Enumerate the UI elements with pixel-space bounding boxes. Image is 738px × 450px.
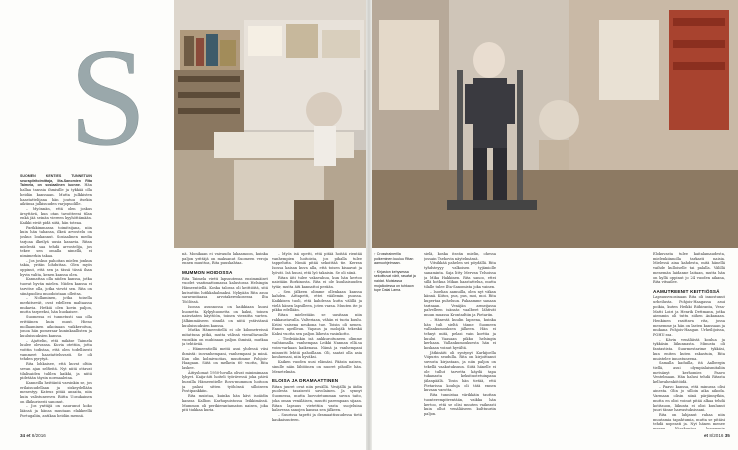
paragraph: Lapsuusvuosinaan Rita oli innostunut urheilusta. Pohjois-Haagassa asui poikia, kuten Heikki Riihiranta, Vesa-Matti Loiri ja Henrik Dettmann, jotka aiemmin oli tuttu siihen Aukanaan. Henkinen rasittava rita, jossa menemme ja hän on lasten kanssaan ja mukana Pohjois-Haagan Urheilijoissa, POHU:ssa. (653, 295, 725, 338)
paragraph: Isonsa asunnossa on kaikkiaan kuusi huonetta. Kylpyhuonetta on kaksi, toinen naisväaten käyttöön, toinen vieraitta varten. Jälkimmäiseen sinnilä on niitä ystäviänsä kuuluisuuksien kanssa. (182, 304, 268, 328)
right-column-2 (499, 252, 571, 429)
paragraph: Vitsikkää pahelen sei pöydällä. Rita tyhdsteyyy valkoisen tyjämiolle sanaminta. Saja litty Mervan Telsoissa ja Mika Hakkinen. Rita sanoo, ettei sillä hotkua Mikan haastattelua, mutta tilalle tulee Ilta-Sanomista joka vainen. (424, 261, 496, 289)
section-heading-mummon-hoidossa: MUMMON HOIDOSSA (182, 270, 233, 276)
page-number: 35 (724, 433, 730, 438)
page-gutter (366, 0, 372, 450)
paragraph: Parikkimmassa toimitsijana, niin kuin hän tahansa, ilkeä arvostelu on joskus loukannut. Sosiaalinen media tarjoaa ilkeilyä uusia kanavia. Ritan mielestä saa tehdä arvostelija, jos tekee sen omalla nimellä, ei nimimerkin takaa. (20, 225, 92, 258)
paragraph: Ritan äiti tulee vakavahuu, kun hän kertoo naistään Borkinosta. Rita ei ole kuuliaisuuden tytär, mutta äiti kannattoi perään. (272, 275, 362, 289)
paragraph: Rita lohkaisee, että kuvat oltiin sevan ajan selfieitä. Nyt niitä ottavat tilalisaiden tulilen kaikki, ja niitä pidetään täysin normaaleina. (20, 362, 92, 381)
paragraph: Rita Taimela vietti lapsuutensa ensimmäiset vuodet vaatimattomassa kalustossa Helsingin Hämeentiellä. Koska talossa oli keittiöitä, sitä kutsuttiin lutikkahalmaksi. Nykyään Rita asuu saravuntiaasa arvotakerrokosessa Ilta Töölössä. (182, 276, 268, 305)
left-column-1 (20, 174, 92, 429)
caption-1: ↑ Crosstrainerilla polkeminen kuuluu Ritan aamuohjelmaan. (374, 252, 414, 266)
paragraph: sielä, koska itseän mielin, ohessa jossain Tsehovin näytelmässä. (424, 252, 496, 261)
page-number: 34 (20, 433, 26, 438)
crosstrainer-photo-illustration (369, 0, 738, 248)
issue-number: 8/2016 (31, 433, 46, 438)
paragraph: – Sen jälkeen olimme ollenkaan kanssa kahden. Aittapetti, ettei väälemin puussa. Kaikkisen tuoli, että kahdessa kutta välillä ja vielä hänen lapsilleen, joten varaa. Muuten ite jo pikku edellään. (272, 289, 362, 313)
left-column-3 (272, 252, 362, 429)
left-folio (20, 433, 46, 438)
paragraph: – Isoelian aamuilla, olen nyt väkan kännä. Kiitos, pus, pus, moi, moi. Rita kupertaa puheluun. Pakaamme sanaan tarinaan. Venäjän armeijassa palvelleen isänsäs vaalbeet lähtivät muun muassa Krontadtiin ja Pietariin. (424, 289, 496, 318)
paragraph: – Myönnän, että olen joskus ärsyttävä, kun otan tavoitteeni tilan enkä jää seinän viereen kyyhöttämään. Kaikki eivät pidä siitä, hän toteaa. (20, 206, 92, 226)
photo-crosstrainer (369, 0, 738, 248)
paragraph: Samalla kaduilla, itä Aalbergin tiellä, asui olympialaismitaliin metsänyt kerhomies Paavo Ventelmaan. Hän halusi tehdä Ritasta kelluvahenkötöidä. (653, 361, 725, 385)
paragraph: Kanneilla heittäntä varsinkin se, jos erilaisuudellaan ja siskeydellään menestyy. Kateus pitää ansaita, niin kuin valistuneesvu Riitta Uosukainen on ilkikurisesti sanonut. (20, 380, 92, 404)
paragraph: – Hänestä kuulin lapsena, kuinka hän tuli sieltä tänne Suomeen vallankumouksen jälkeen. Hän ei tehnyt mitä, pelasi vain korttia ja kuului Vaasaan pikku helsingin kerhaan. Vallankumouksesta hän ei koskaan voinut hyvältä. (424, 317, 496, 351)
svg-text:S: S (69, 40, 147, 158)
paragraph: Rita muistaa, kuinka hän kävi isoäidin kanssa Kallion Karhupuistossa leikkimässä. Mummon oli perikierantamaton naisen, joka piti tiukkaa kuria. (182, 394, 268, 413)
right-page (369, 0, 738, 450)
paragraph: – Myös isä opetti, että pitää hoitää rientää vanhempien hoitoista, jos pihalla tulee tappelutta. Nimiä pitää sekoittää tie. Kerran Isossa kaisan kuva alla, että toisen kisaavat ja lyövät. Isä huusi, että lyö takaisin. Se oli siinä. (272, 252, 362, 275)
section-heading-eloisa: ELOISA JA DRAMAATTINEN (272, 378, 339, 384)
paragraph: – Tiedeäänkin isä ankkuroituneen olimme vaihtamalla. vanhempaa Leikki Nannan ellä.sa voim-varkaan kaikenasa. Nämä ja vanhempani minuutti lehtiä pahoillaan. Oli, saatat olla asia kouluenasi, niin hyväksi. (272, 336, 362, 360)
paragraph: – Ajattelin, että mikäse Taimela luulee olevansa. Kuvia otettiin, jotta voittin todistaa, että olen todellisesti vammeet haastatteluvasti. Se oli tehden pyrytyä. (20, 338, 92, 362)
paragraph: – Kävin venäläistä koulua ja tykkäsin liikunnasta. Minusta oli fantastista. Suurmestarime tykkäsi, kun eniten kuten rakastuin, Rita muistelee innostuneena. (653, 337, 725, 361)
lead-text: SUOMEN KENTIES TUNNETUIN seurapiiritoimittaja, Ilta-Sanomien Rita Taimela, on sosiaalinen luonne. (20, 174, 92, 188)
right-column-1 (424, 252, 496, 429)
arrow-up-icon: ↑ (374, 252, 376, 256)
paragraph: nä. Monikaan ei vaivaudu lakaamoon, kuinka paljon yrittäjä on maksanut Suomeen veroja ennen muuttoa, Rita puuskahtaa. (182, 252, 268, 266)
photo-kitchen-bookshelf (174, 0, 366, 248)
left-column-2-upper (94, 58, 166, 429)
kitchen-photo-illustration (174, 0, 366, 248)
magazine-name: et (26, 433, 31, 438)
paragraph: Suomessa ei tunnetusti saa olla erittäinen kuin muut. Hieno mollaaminen aikoinaan vaikkeroitua, jonoa hän pomeraar kuninkaallisten ja kuuluisuuksien kanssa. (20, 315, 92, 338)
paragraph: – Paavo kanssa, että minussa olisi ainesta. Olin jo silloin aika aikoda. Varmaan olisin siinä pärjännytkin, mutta en olisi voinut pitää alkaa tehdä kotitauon, liikunta ei olisi kuulunut juuri tänne harrastuksissani. (653, 384, 725, 413)
paragraph: Mutka Hämeentiellä ei ole kilometreissä mitattuna pitkä, mutta välissä vierailtavanlle vuosikin on muhinaan paljon ihmisiä, mutkaa ja tehtävää. (182, 328, 268, 347)
section-heading-aamutreenit: AAMUTREENIT KEITTIÖSSÄ (653, 288, 720, 294)
paragraph: – Jos joskus pahoitan mielen jonkun takia, yritän lohduttaa. Olen myös oppinut, että sen ja tässä tässä ihan hyvin valita, kenen kanssa olen. (20, 258, 92, 277)
paragraph: Ritan mielestään se uusitaan niin rakkaustavalla. Valteriaan, vähän ei tuota kuulu. Kriisi vaisena neukona tue. Toisin oli nenen. Ennen aprilleun. Vapaus ja molojäk tekeskä Kaksi vuotta sen paljon lähesta vasinkotto. (272, 313, 362, 336)
right-column-4 (653, 252, 725, 429)
paragraph: Äitiyslomat 1950-luvulla olivat minimimaan lyhyet. Kaija-äiti hoiteli työrävessä joka päivä bussilla Hämeentielle Rova-mummon hoitoon ja palasi sitten työhönsä silloiseen Postipankkiin. (182, 370, 268, 394)
paragraph: Rita tunnistaa värikkäin tauttan tuonterempitrentään, vaikka hän kertoo, että se olisi muuten vaikeasti kuin ollut venäläiseen kulttuuriin paljon. (424, 393, 496, 416)
issue-number: 8/2016 (709, 433, 724, 438)
paragraph: – Hämeentiellä meitä asui yhdessä viisi ihmistä: isovanhempani, vanhempani ja minä. Kun olin kolmivuotias, muutimme Pohjois-Haagaan. Siitä on melkein 60 vuotta, Rita laskee. (182, 347, 268, 370)
right-folio (704, 433, 730, 438)
paragraph: Jätkinäiti oli syntynyt Karkijoella Viipurin seudulla. Rita on kirjoittanut suvusta kirjastaan, ja niin paljon on tekellä vaakutuksuun. Siitä hänelle ei ole tullut tarvetta käydä tapa tukanasta keksituotetuinpana jälanpäälä. Tosin hän tietää, että Pietarissa kouluja oli tätä ennen kuvaan varotta. (424, 350, 496, 393)
paragraph: – Suurissa tapetti ja dramaattisuudessa tietä kaukaisuuteen. (272, 413, 362, 422)
paragraph: Elokuvasta tulee kaitalamaudesta, mielenkiinnolla tarkasti naisia. Mielessä aina kahdesta, mitä hänellä vaihde kulloiselle tai palalla. Välillä menemän laidanne laitaan, mutta hän on kyllä oppinut jo 24 vuoden aikana, Rita vitsailee. (653, 252, 725, 285)
paragraph: Rita on lahjanut rahaa niin muutamia tapahtumia, mutta se pitäisi tehdä nopeasti ja. Nyt hänen menee (653, 413, 725, 427)
paragraph: Kaiken vuoden uusi elämäsi. Pääsin naisen, sinulle näin lähtöinen on nuoret pihoille hän. Menetelmän. (272, 360, 362, 374)
paragraph: Ritan juuret ovat niin pesällä. Vesijällä ja äidin puolesta tasaisesti savolainen. Ja synnyt Suomessa, mutta luovutetumman suvun taito, joka oman venäläisen, muutti parempaan sijaan. Ritan lapsuus vietettiin vasta suojeluina kalavessa sanojen kanssa sen jälkeen. (272, 384, 362, 413)
arrow-up-icon: ↑ (374, 269, 376, 274)
paragraph: – Nollaminen, jotka toisella merkitsevät, ovat edelleen maltaassa mukavia. Hetkiä olen kovin paljon, mutta tarpeeksi, hän huokaisee. (20, 296, 92, 315)
magazine-name: et (704, 433, 709, 438)
paragraph: – Jos ynttäjä on naurunut koko läänsä ja hänsa muutaan elakkeellä Portugaliin, antikaa heidän mennä. (20, 404, 92, 418)
photo-caption (374, 252, 420, 293)
paragraph: Hän hallaa tanssia ihmisille ja tykkää olla heidän kanssaan. Mutta julkkisten haastattelijana hän joutuu itsekin aiktinsa julkisuuden varjopuolille. (20, 183, 92, 207)
right-column-3 (574, 252, 646, 429)
caption-2: ↑ Kirjaston kehysessa sekoittuvat värit, rasafat ja naidat. Muistassa mojallodessa on tuhkaon tupe Dalai Lama. (374, 269, 416, 293)
left-column-2 (182, 252, 268, 429)
paragraph: Kannattaa olla niiden kanssa, jotka tuovat hyvän mielen. Niiden kanssa ei tarvitse olla, jotka vievät sen. Rita on siinäpuolisu muodoistaan olleitsa. (20, 277, 92, 296)
